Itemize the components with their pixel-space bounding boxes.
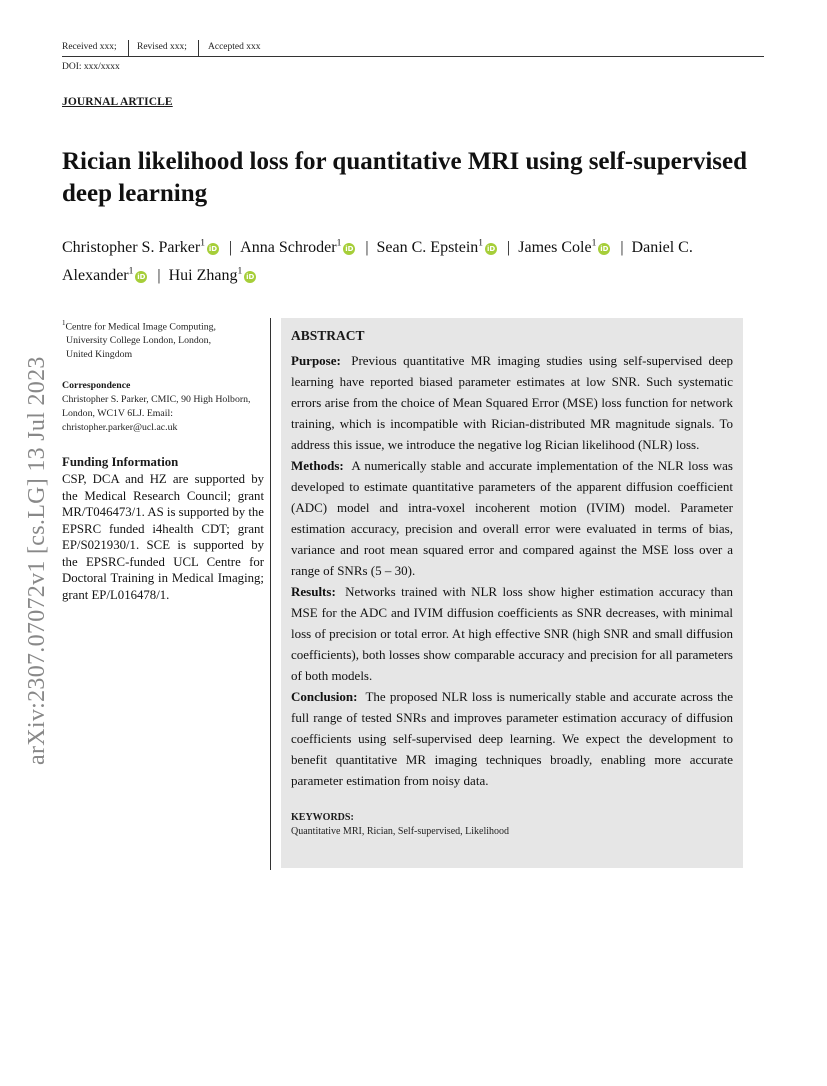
orcid-icon[interactable]: iD (486, 245, 496, 253)
author-name: Christopher S. Parker (62, 239, 201, 256)
author-name: Sean C. Epstein (376, 239, 479, 256)
sidebar-metadata (62, 316, 264, 603)
divider (128, 40, 129, 57)
author-affiliation-mark: 1 (478, 238, 484, 249)
doi: DOI: xxx/xxxx (62, 62, 120, 72)
keywords-heading: KEYWORDS: (291, 812, 354, 823)
author-list (62, 234, 762, 290)
abstract-panel (281, 318, 743, 868)
arxiv-stamp: arXiv:2307.07072v1 [cs.LG] 13 Jul 2023 (24, 356, 50, 765)
author-separator: | (507, 239, 511, 256)
abstract-methods (291, 455, 733, 581)
author-affiliation-mark: 1 (200, 238, 205, 249)
results-label: Results: (291, 584, 336, 599)
revised-date: Revised xxx; (137, 42, 187, 52)
author-separator: | (228, 239, 233, 256)
affiliation-line: United Kingdom (66, 349, 133, 361)
abstract-conclusion (291, 686, 733, 791)
funding-text: CSP, DCA and HZ are supported by the Medical Research Council; grant MR/T046473/1. AS is supported by the EPSRC funded i4health CDT; grant EP/S021930/1. SCE is supported by the EPSRC-funded UCL Centre for Doctoral Training in Medical Imaging; grant EP/L016478/1. (62, 472, 264, 602)
author-name: Anna Schroder (240, 239, 337, 256)
column-divider (270, 318, 271, 870)
affiliation (62, 316, 264, 362)
author-name: James Cole (518, 239, 592, 256)
keywords-text: Quantitative MRI, Rician, Self-supervised, Likelihood (291, 826, 510, 837)
conclusion-label: Conclusion: (291, 689, 358, 704)
divider (198, 40, 199, 57)
orcid-icon[interactable]: iD (345, 245, 354, 253)
funding-heading: Funding Information (62, 455, 179, 470)
author-separator: | (365, 239, 369, 256)
author-separator: | (157, 267, 161, 284)
paper-title: Rician likelihood loss for quantitative MRI using self-supervised deep learning (62, 148, 748, 207)
accepted-date: Accepted xxx (208, 42, 261, 52)
article-type: JOURNAL ARTICLE (62, 96, 173, 108)
author-affiliation-mark: 1 (336, 238, 342, 249)
orcid-icon[interactable]: iD (208, 245, 218, 253)
author-name: Hui Zhang (168, 267, 238, 284)
author-name: Daniel C. Alexander (62, 239, 693, 284)
results-text: Networks trained with NLR loss show higher estimation accuracy than MSE for the ADC and IVIM diffusion coefficients as SNR decreases, with minimal loss of precision or total error. At high effective SNR (high SNR and small diffusion coefficients), both losses show comparable accuracy and precision for all parameters of both models. (291, 584, 734, 683)
author-affiliation-mark: 1 (128, 266, 134, 277)
methods-text: A numerically stable and accurate implementation of the NLR loss was developed to estimate quantitative parameters of the apparent diffusion coefficient (ADC) model and intra-voxel incoherent motion (IVIM) model. Parameter estimation accuracy, precision and overall error were evaluated in terms of bias, variance and root mean squared error and compared against the MSE loss over a range of SNRs (5 – 30). (291, 458, 733, 578)
purpose-text: Previous quantitative MR imaging studies using self-supervised deep learning have reported biased parameter estimates at low SNR. Such systematic errors arise from the choice of Mean Squared Error (MSE) loss function for network training, which is incompatible with Rician-distributed MR magnitude signals. To address this issue, we introduce the negative log Rician likelihood (NLR) loss. (291, 353, 734, 452)
affiliation-line: Centre for Medical Image Computing, (65, 321, 216, 333)
orcid-icon[interactable]: iD (137, 273, 146, 281)
correspondence-heading: Correspondence (62, 380, 131, 392)
orcid-icon[interactable]: iD (246, 273, 255, 281)
author-affiliation-mark: 1 (237, 266, 243, 277)
author-affiliation-mark: 1 (591, 238, 597, 249)
affiliation-line: University College London, London, (66, 335, 212, 347)
author-separator: | (620, 239, 624, 256)
received-date: Received xxx; (62, 42, 117, 52)
methods-label: Methods: (291, 458, 344, 473)
abstract-purpose (291, 350, 733, 455)
correspondence-text: Christopher S. Parker, CMIC, 90 High Holborn, London, WC1V 6LJ. Email: christopher.parker@ucl.ac.uk (62, 394, 251, 434)
purpose-label: Purpose: (291, 353, 341, 368)
abstract-heading: ABSTRACT (291, 328, 365, 343)
abstract-results (291, 581, 733, 686)
affiliation-mark: 1 (62, 319, 66, 327)
orcid-icon[interactable]: iD (600, 245, 609, 253)
conclusion-text: The proposed NLR loss is numerically stable and accurate across the full range of tested SNRs and improves parameter estimation accuracy of diffusion coefficients using self-supervised deep learning. We expect the development to benefit quantitative MR imaging techniques broadly, enabling more accurate parameter estimation from noisy data. (291, 689, 734, 788)
publication-dates-bar (62, 40, 764, 57)
